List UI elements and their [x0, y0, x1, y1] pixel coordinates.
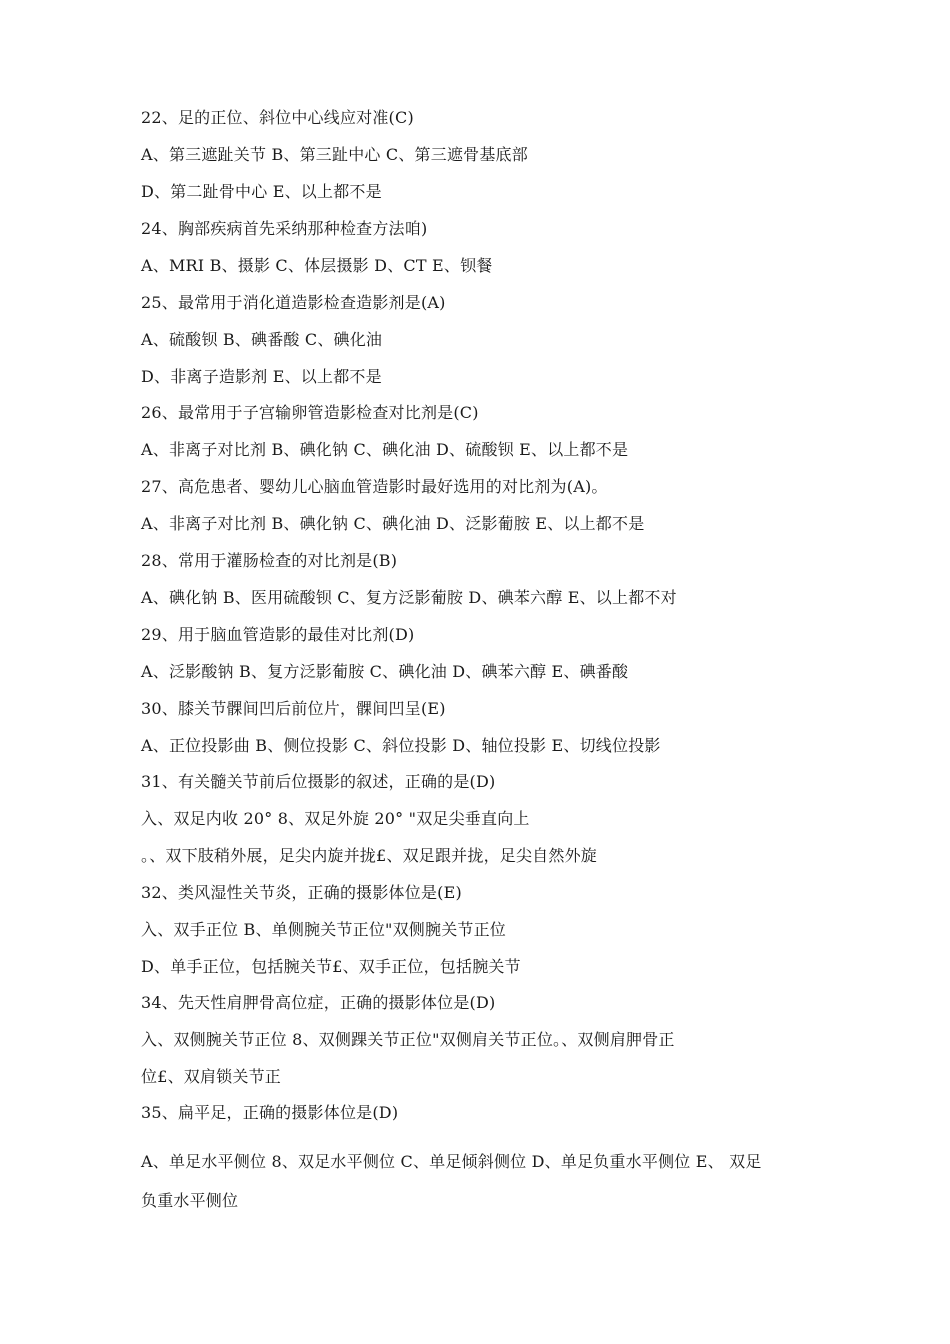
question-22-options-d-e: D、第二趾骨中心 E、以上都不是: [141, 182, 382, 201]
question-35-options-line-1: A、单足水平侧位 8、双足水平侧位 C、单足倾斜侧位 D、单足负重水平侧位 E、 双足: [141, 1152, 762, 1171]
question-22-options-a-c: A、第三遮趾关节 B、第三趾中心 C、第三遮骨基底部: [141, 145, 528, 164]
question-29: 29、用于脑血管造影的最佳对比剂(D): [141, 625, 415, 644]
question-26: 26、最常用于子宫输卵管造影检查对比剂是(C): [141, 403, 479, 422]
question-24: 24、胸部疾病首先采纳那种检查方法咱): [141, 219, 428, 238]
question-30-options: A、正位投影曲 B、侧位投影 C、斜位投影 D、轴位投影 E、切线位投影: [141, 736, 661, 755]
question-31-options-line-2: 。、双下肢稍外展，足尖内旋并拢£、双足跟并拢，足尖自然外旋: [141, 846, 597, 865]
question-34-options-line-1: 入、双侧腕关节正位 8、双侧踝关节正位"双侧肩关节正位。、双侧肩胛骨正: [141, 1030, 675, 1049]
question-31: 31、有关髓关节前后位摄影的叙述，正确的是(D): [141, 772, 496, 791]
question-34-options-line-2: 位£、双肩锁关节正: [141, 1067, 281, 1086]
question-27: 27、高危患者、婴幼儿心脑血管造影时最好选用的对比剂为(A)。: [141, 477, 608, 496]
question-27-options: A、非离子对比剂 B、碘化钠 C、碘化油 D、泛影葡胺 E、以上都不是: [141, 514, 645, 533]
question-32-options-line-1: 入、双手正位 B、单侧腕关节正位"双侧腕关节正位: [141, 920, 507, 939]
question-31-options-line-1: 入、双足内收 20° 8、双足外旋 20° "双足尖垂直向上: [141, 809, 530, 828]
question-25-options-d-e: D、非离子造影剂 E、以上都不是: [141, 367, 382, 386]
question-32: 32、类风湿性关节炎，正确的摄影体位是(E): [141, 883, 462, 902]
question-30: 30、膝关节髁间凹后前位片，髁间凹呈(E): [141, 699, 446, 718]
question-24-options: A、MRI B、摄影 C、体层摄影 D、CT E、钡餐: [141, 256, 493, 275]
question-26-options: A、非离子对比剂 B、碘化钠 C、碘化油 D、硫酸钡 E、以上都不是: [141, 440, 629, 459]
question-28-options: A、碘化钠 B、医用硫酸钡 C、复方泛影葡胺 D、碘苯六醇 E、以上都不对: [141, 588, 677, 607]
question-25-options-a-c: A、硫酸钡 B、碘番酸 C、碘化油: [141, 330, 383, 349]
question-32-options-line-2: D、单手正位，包括腕关节£、双手正位，包括腕关节: [141, 957, 521, 976]
question-29-options: A、泛影酸钠 B、复方泛影葡胺 C、碘化油 D、碘苯六醇 E、碘番酸: [141, 662, 629, 681]
question-28: 28、常用于灌肠检查的对比剂是(B): [141, 551, 398, 570]
question-35: 35、扁平足，正确的摄影体位是(D): [141, 1103, 399, 1122]
question-25: 25、最常用于消化道造影检查造影剂是(A): [141, 293, 446, 312]
question-22: 22、足的正位、斜位中心线应对准(C): [141, 108, 414, 127]
question-34: 34、先天性肩胛骨高位症，正确的摄影体位是(D): [141, 993, 496, 1012]
question-35-options-line-2: 负重水平侧位: [141, 1191, 239, 1210]
